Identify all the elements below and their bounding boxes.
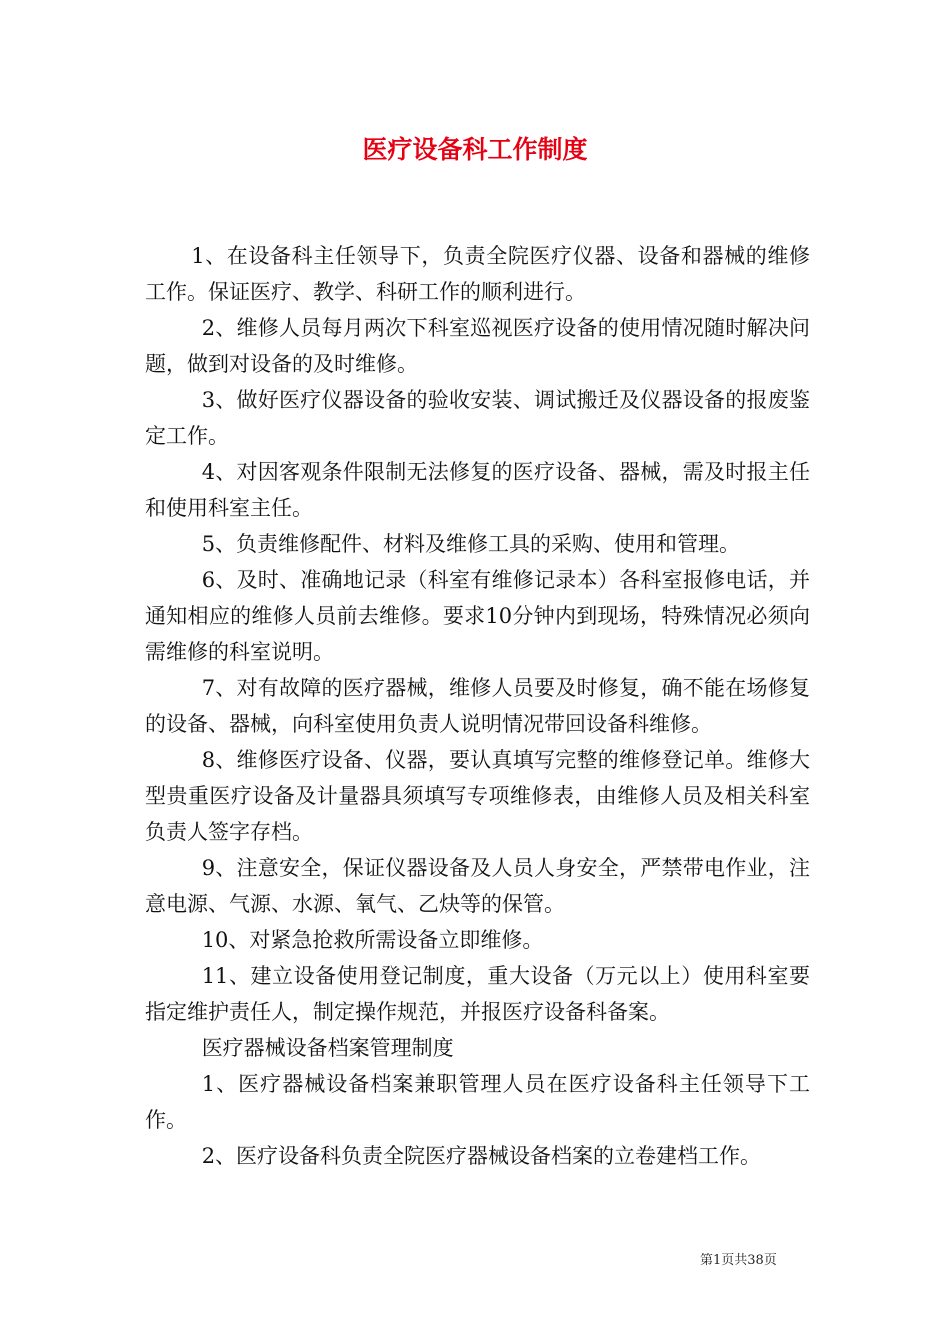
paragraph-12: 1、医疗器械设备档案兼职管理人员在医疗设备科主任领导下工作。 <box>145 1072 810 1132</box>
paragraph-4: 4、对因客观条件限制无法修复的医疗设备、器械，需及时报主任和使用科室主任。 <box>145 460 810 520</box>
paragraph-1: 1、在设备科主任领导下，负责全院医疗仪器、设备和器械的维修工作。保证医疗、教学、科研工作的顺利进行。 <box>145 244 810 304</box>
paragraph-10: 10、对紧急抢救所需设备立即维修。 <box>201 928 544 952</box>
paragraph-2: 2、维修人员每月两次下科室巡视医疗设备的使用情况随时解决问题，做到对设备的及时维修。 <box>145 316 810 376</box>
paragraph-9: 9、注意安全，保证仪器设备及人员人身安全，严禁带电作业，注意电源、气源、水源、氧气、乙炔等的保管。 <box>145 856 810 916</box>
document-title: 医疗设备科工作制度 <box>362 135 588 164</box>
paragraph-7: 7、对有故障的医疗器械，维修人员要及时修复，确不能在场修复的设备、器械，向科室使用负责人说明情况带回设备科维修。 <box>145 676 810 736</box>
paragraph-11: 11、建立设备使用登记制度，重大设备（万元以上）使用科室要指定维护责任人，制定操作规范，并报医疗设备科备案。 <box>145 964 810 1024</box>
paragraph-8: 8、维修医疗设备、仪器，要认真填写完整的维修登记单。维修大型贵重医疗设备及计量器具须填写专项维修表，由维修人员及相关科室负责人签字存档。 <box>145 748 810 844</box>
paragraph-3: 3、做好医疗仪器设备的验收安装、调试搬迁及仪器设备的报废鉴定工作。 <box>145 388 810 448</box>
section-heading: 医疗器械设备档案管理制度 <box>201 1036 454 1060</box>
paragraph-13: 2、医疗设备科负责全院医疗器械设备档案的立卷建档工作。 <box>201 1144 762 1168</box>
paragraph-5: 5、负责维修配件、材料及维修工具的采购、使用和管理。 <box>201 532 741 556</box>
page-number-footer: 第1页共38页 <box>700 1253 777 1268</box>
document-body <box>145 238 810 1174</box>
paragraph-6: 6、及时、准确地记录（科室有维修记录本）各科室报修电话，并通知相应的维修人员前去维修。要求10分钟内到现场，特殊情况必须向需维修的科室说明。 <box>145 568 810 664</box>
